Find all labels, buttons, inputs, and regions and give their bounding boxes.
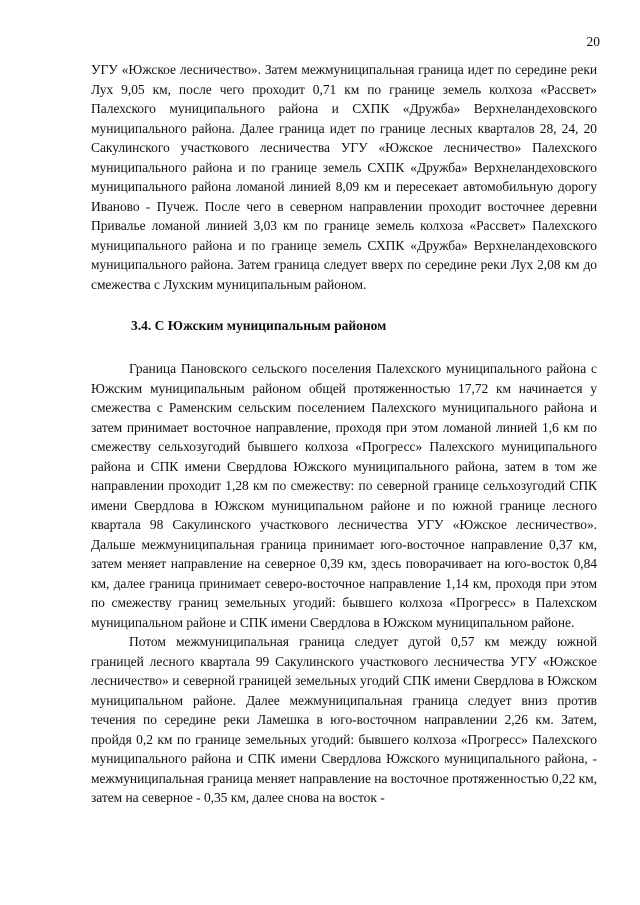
paragraph: Потом межмуниципальная граница следует дугой 0,57 км между южной границей лесного квартала 99 Сакулинского участкового лесничества УГУ «Южское лесничество» и северной границей земельных угодий СПК имени Свердлова в Южском муниципальном районе. Далее межмуниципальная граница следует вниз против течения по середине реки Ламешка в юго-восточном направлении 2,26 км. Затем, пройдя 0,2 км по границе земельных угодий: бывшего колхоза «Прогресс» Палехского муниципального района и СПК имени Свердлова Южского муниципального района, - межмуниципальная граница меняет направление на восточное протяженностью 0,22 км, затем на северное - 0,35 км, далее снова на восток - <box>91 634 597 805</box>
paragraph-continued: УГУ «Южское лесничество». Затем межмуниципальная граница идет по середине реки Лух 9,05 км, после чего проходит 0,71 км по границе земель колхоза «Рассвет» Палехского муниципального района и СХПК «Дружба» Верхнеландеховского муниципального района. Далее граница идет по границе лесных кварталов 28, 24, 20 Сакулинского участкового лесничества УГУ «Южское лесничество» Палехского муниципального района и по границе земель СХПК «Дружба» Верхнеландеховского муниципального района ломаной линией 8,09 км и пересекает автомобильную дорогу Иваново - Пучеж. После чего в северном направлении проходит восточнее деревни Привалье ломаной линией 3,03 км по границе земель колхоза «Рассвет» Палехского муниципального района и по границе земель СХПК «Дружба» Верхнеландеховского муниципального района. Затем граница следует вверх по середине реки Лух 2,08 км до смежества с Лухским муниципальным районом. <box>91 62 597 292</box>
document-body <box>91 60 597 808</box>
page-number: 20 <box>586 34 600 49</box>
paragraph: Граница Пановского сельского поселения Палехского муниципального района с Южским муниципальным районом общей протяженностью 17,72 км начинается у смежества с Раменским сельским поселением Палехского муниципального района и затем принимает восточное направление, проходя при этом ломаной линией 1,6 км по смежеству сельхозугодий бывшего колхоза «Прогресс» Палехского муниципального района и СПК имени Свердлова Южского муниципального района, затем в том же направлении проходит 1,28 км по смежеству: по северной границе сельхозугодий СПК имени Свердлова в Южском муниципальном районе и по южной границе лесного квартала 98 Сакулинского участкового лесничества УГУ «Южское лесничество». Дальше межмуниципальная граница принимает юго-восточное направление 0,37 км, затем меняет направление на северное 0,39 км, здесь поворачивает на юго-восток 0,84 км, далее граница принимает северо-восточное направление 1,14 км, проходя при этом по смежеству границ земельных угодий: бывшего колхоза «Прогресс» в Палехском муниципальном районе и СПК имени Свердлова в Южском муниципальном районе. <box>91 361 597 630</box>
section-heading: 3.4. С Южским муниципальным районом <box>131 318 387 333</box>
